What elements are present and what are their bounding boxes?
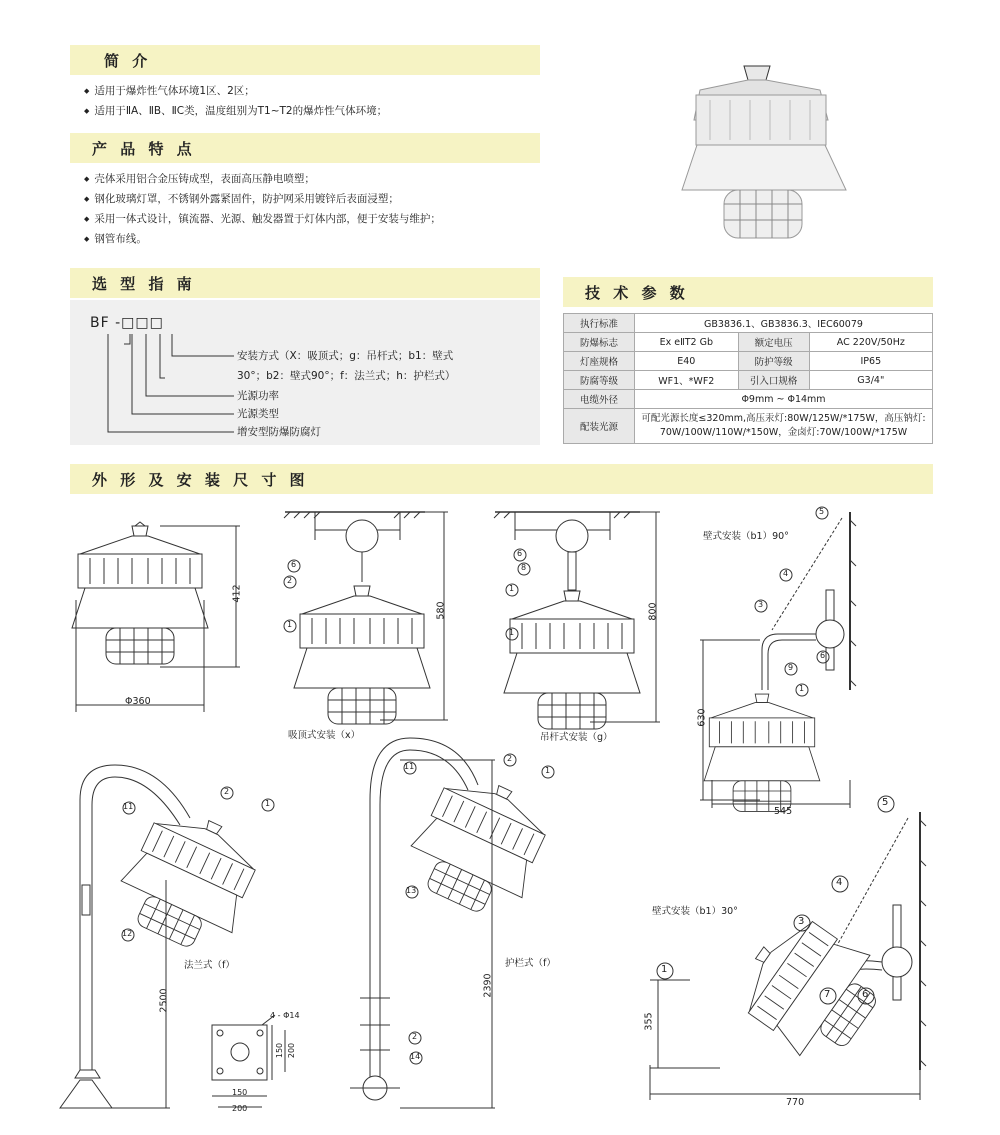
callout-11: 11 <box>123 802 134 811</box>
lamp-flange-post <box>60 765 285 1108</box>
callout-11: 11 <box>404 762 415 771</box>
callout-3: 3 <box>798 916 805 927</box>
callout-1: 1 <box>545 766 551 775</box>
lamp-wall-30-mount <box>650 812 926 1100</box>
dim-580: 580 <box>435 601 447 620</box>
callout-5: 5 <box>819 507 825 516</box>
callout-2: 2 <box>224 787 230 796</box>
callout-8: 8 <box>521 563 527 572</box>
intro-title: 简 介 <box>104 52 152 70</box>
dimensions-title: 外 形 及 安 装 尺 寸 图 <box>92 471 309 489</box>
table-row: 电缆外径 Φ9mm ~ Φ14mm <box>564 390 933 409</box>
list-item: ◆ 适用于爆炸性气体环境1区、2区； <box>84 82 387 102</box>
callout-1: 1 <box>509 584 515 593</box>
callout-7: 7 <box>824 989 831 1000</box>
dim-2500: 2500 <box>158 988 170 1013</box>
lamp-ceiling-mount <box>284 512 448 724</box>
callout-14: 14 <box>410 1052 421 1061</box>
lamp-rail-mount <box>350 738 561 1108</box>
list-item: ◆ 适用于ⅡA、ⅡB、ⅡC类，温度组别为T1~T2的爆炸性气体环境； <box>84 102 387 122</box>
callout-6: 6 <box>862 989 869 1000</box>
callout-2: 2 <box>287 576 293 585</box>
callout-4: 4 <box>783 569 789 578</box>
callout-2: 2 <box>412 1032 418 1041</box>
features-title: 产 品 特 点 <box>92 140 196 158</box>
lamp-front-view <box>72 522 240 712</box>
caption-wall30: 壁式安装（b1）30° <box>652 906 738 917</box>
model-code: BF -□□□ <box>90 315 164 331</box>
list-item: ◆ 壳体采用铝合金压铸成型，表面高压静电喷塑； <box>84 170 441 190</box>
dim-200-vertical: 200 <box>287 1042 297 1059</box>
caption-rail: 护栏式（f） <box>505 958 556 969</box>
lamp-wall-90-mount <box>700 512 856 811</box>
table-row: 灯座规格 E40 防护等级 IP65 <box>564 352 933 371</box>
callout-1: 1 <box>265 799 271 808</box>
callout-4: 4 <box>836 877 843 888</box>
caption-flange: 法兰式（f） <box>184 960 235 971</box>
caption-wall90: 壁式安装（b1）90° <box>703 531 789 542</box>
callout-1: 1 <box>661 964 668 975</box>
dim-2390: 2390 <box>482 973 494 998</box>
callout-6: 6 <box>820 651 826 660</box>
guide-line: 30°；b2：壁式90°；f：法兰式；h：护栏式） <box>237 370 456 382</box>
callout-5: 5 <box>882 797 889 808</box>
table-row: 执行标准 GB3836.1、GB3836.3、IEC60079 <box>564 314 933 333</box>
dim-545: 545 <box>774 806 793 817</box>
table-row: 配装光源 可配光源长度≤320mm,高压汞灯:80W/125W/*175W，高压钠灯: 70W/100W/110W/*150W，金卤灯:70W/100W/*175W <box>564 409 933 444</box>
list-item: ◆ 钢管布线。 <box>84 230 441 250</box>
callout-13: 13 <box>406 886 417 895</box>
dim-770: 770 <box>786 1097 805 1108</box>
dim-355: 355 <box>643 1012 655 1031</box>
lamp-pendant-mount <box>494 512 660 729</box>
callout-2: 2 <box>507 754 513 763</box>
dim-360: Φ360 <box>125 696 151 707</box>
guide-line: 安装方式（X：吸顶式；g：吊杆式；b1：壁式 <box>237 350 454 362</box>
product-photo <box>682 66 846 238</box>
table-row: 防腐等级 WF1、*WF2 引入口规格 G3/4" <box>564 371 933 390</box>
callout-9: 9 <box>788 663 794 672</box>
callout-1: 1 <box>509 628 515 637</box>
guide-title: 选 型 指 南 <box>92 275 196 293</box>
caption-pendant: 吊杆式安装（g） <box>540 732 613 743</box>
callout-1: 1 <box>799 684 805 693</box>
callout-12: 12 <box>122 929 133 938</box>
dim-150-vertical: 150 <box>275 1042 285 1059</box>
callout-3: 3 <box>758 600 764 609</box>
dim-630: 630 <box>696 708 708 727</box>
specs-title: 技 术 参 数 <box>585 284 689 302</box>
table-row: 防爆标志 Ex eⅡT2 Gb 额定电压 AC 220V/50Hz <box>564 333 933 352</box>
dim-412: 412 <box>231 584 243 603</box>
guide-tree-lines <box>108 334 234 432</box>
dim-4-phi14: 4 - Φ14 <box>270 1011 300 1020</box>
guide-line: 光源类型 <box>237 408 279 420</box>
callout-6: 6 <box>291 560 297 569</box>
guide-line: 光源功率 <box>237 390 279 402</box>
callout-6: 6 <box>517 549 523 558</box>
list-item: ◆ 采用一体式设计，镇流器、光源、触发器置于灯体内部，便于安装与维护； <box>84 210 441 230</box>
caption-ceiling: 吸顶式安装（x） <box>288 730 361 741</box>
dim-200-horizontal: 200 <box>232 1104 248 1113</box>
list-item: ◆ 钢化玻璃灯罩，不锈钢外露紧固件，防护网采用镀锌后表面浸塑； <box>84 190 441 210</box>
callout-1: 1 <box>287 620 293 629</box>
dim-150-horizontal: 150 <box>232 1088 248 1097</box>
guide-line: 增安型防爆防腐灯 <box>237 426 321 438</box>
dim-800: 800 <box>647 602 659 621</box>
